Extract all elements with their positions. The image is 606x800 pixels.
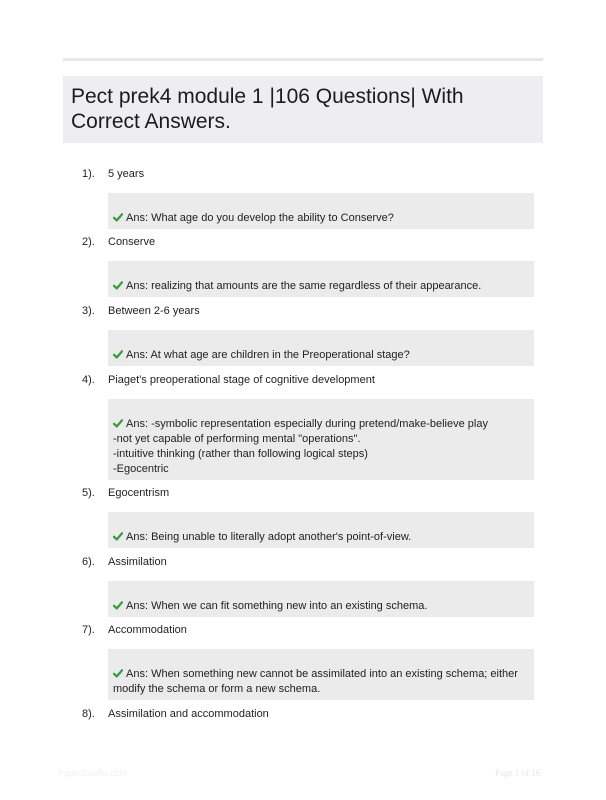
answer-text: Ans: When something new cannot be assimilated into an existing schema; either modify the schema or form a new schema. [113, 668, 518, 695]
answer-text: Ans: When we can fit something new into an existing schema. [126, 600, 428, 612]
answer-text: Ans: Being unable to literally adopt another's point-of-view. [126, 531, 412, 543]
answer-box [108, 193, 534, 229]
question-number: 8). [82, 708, 95, 720]
question-term: Egocentrism [108, 487, 170, 499]
question-term: Conserve [108, 236, 156, 248]
footer-page-number: Page 1 of 16 [495, 768, 541, 778]
title-banner [63, 76, 543, 143]
check-icon [113, 601, 123, 610]
question-term: Piaget's preoperational stage of cognitive development [108, 374, 375, 386]
question-number: 6). [82, 556, 95, 568]
top-divider [63, 58, 543, 61]
answer-text: Ans: realizing that amounts are the same regardless of their appearance. [126, 280, 482, 292]
answer-box [108, 581, 534, 617]
question-term: Assimilation and accommodation [108, 708, 269, 720]
question-number: 7). [82, 624, 95, 636]
check-icon [113, 669, 123, 678]
question-number: 1). [82, 168, 95, 180]
check-icon [113, 350, 123, 359]
answer-text: Ans: -symbolic representation especially during pretend/make-believe play -not yet capable of performing mental "operations". -intuitive thinking (rather than following logical steps) -Egocentric [113, 418, 488, 475]
question-term: 5 years [108, 168, 145, 180]
check-icon [113, 213, 123, 222]
answer-box [108, 330, 534, 366]
question-term: Between 2-6 years [108, 305, 200, 317]
check-icon [113, 281, 123, 290]
footer-site-watermark: PaperStudio.com [58, 768, 128, 778]
question-number: 5). [82, 487, 95, 499]
question-number: 4). [82, 374, 95, 386]
question-number: 2). [82, 236, 95, 248]
question-term: Assimilation [108, 556, 167, 568]
answer-box [108, 649, 534, 700]
answer-box [108, 261, 534, 297]
check-icon [113, 419, 123, 428]
answer-text: Ans: At what age are children in the Preoperational stage? [126, 349, 410, 361]
question-number: 3). [82, 305, 95, 317]
question-term: Accommodation [108, 624, 187, 636]
document-title: Pect prek4 module 1 |106 Questions| With Correct Answers. [71, 85, 464, 133]
answer-box [108, 512, 534, 548]
check-icon [113, 532, 123, 541]
answer-box [108, 399, 534, 480]
answer-text: Ans: What age do you develop the ability to Conserve? [126, 212, 394, 224]
